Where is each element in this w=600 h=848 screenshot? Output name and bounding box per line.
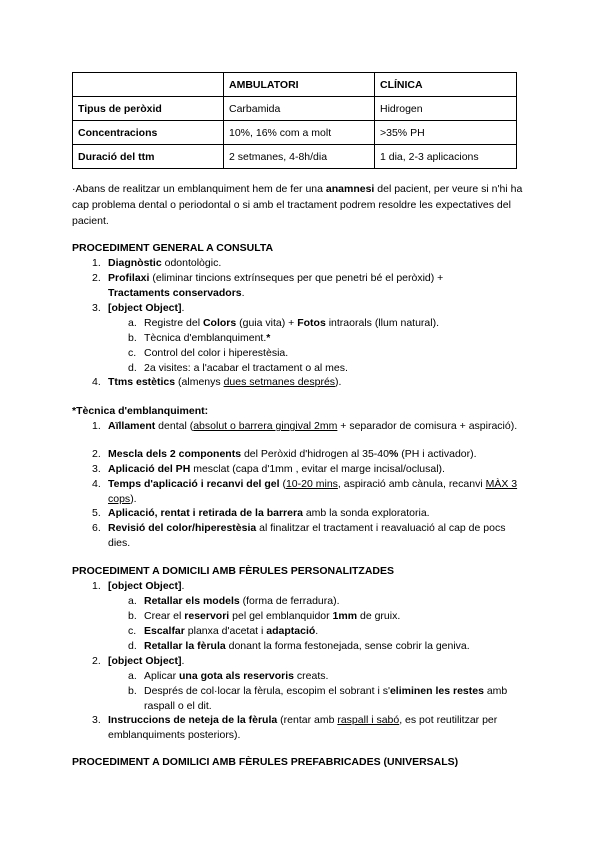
sub-list-item: d. 2a visites: a l'acabar el tractament o al mes. xyxy=(128,362,348,374)
list-item: 5. Aplicació, rentat i retirada de la barrera amb la sonda exploratoria. xyxy=(92,507,430,519)
table-cell: 1 dia, 2-3 aplicacions xyxy=(375,145,517,169)
table-row xyxy=(73,145,517,169)
section-heading: PROCEDIMENT GENERAL A CONSULTA xyxy=(72,242,274,254)
table-cell: 10%, 16% com a molt xyxy=(224,121,375,145)
sub-list-item: b. Després de col·locar la fèrula, escopim el sobrant i s'eliminen les restes amb raspall o el dit. xyxy=(128,685,508,712)
table-header-cell: AMBULATORI xyxy=(224,73,375,97)
list-item: 1. Diagnòstic odontològic. xyxy=(92,257,222,269)
table-cell: Carbamida xyxy=(224,97,375,121)
table-cell: >35% PH xyxy=(375,121,517,145)
technique-heading: *Tècnica d'emblanquiment: xyxy=(72,405,209,417)
sub-list-item: b. Tècnica d'emblanquiment.* xyxy=(128,332,271,344)
table-row-label: Concentracions xyxy=(73,121,224,145)
sub-list-item: b. Crear el reservori pel gel emblanquidor 1mm de gruix. xyxy=(128,610,401,622)
section-heading: PROCEDIMENT A DOMILICI AMB FÈRULES PREFABRICADES (UNIVERSALS) xyxy=(72,756,459,768)
sub-list-item: c. Control del color i hiperestèsia. xyxy=(128,347,289,359)
list-item: 2. [object Object]. xyxy=(92,655,185,667)
sub-list-item: a. Aplicar una gota als reservoris creats. xyxy=(128,670,329,682)
table-cell: 2 setmanes, 4-8h/dia xyxy=(224,145,375,169)
table-header-cell xyxy=(73,73,224,97)
comparison-table xyxy=(72,72,517,169)
list-item: 4. Ttms estètics (almenys dues setmanes després). xyxy=(92,376,342,388)
list-item: 2. Profilaxi (eliminar tincions extrínseques per que penetri bé el peròxid) + Tractaments conservadors. xyxy=(92,272,444,299)
table-header-row xyxy=(73,73,517,97)
sub-list-item: d. Retallar la fèrula donant la forma festonejada, sense cobrir la geniva. xyxy=(128,640,470,652)
list-item: 3. Aplicació del PH mesclat (capa d'1mm , evitar el marge incisal/oclusal). xyxy=(92,463,445,475)
section-heading: PROCEDIMENT A DOMICILI AMB FÈRULES PERSONALITZADES xyxy=(72,565,395,577)
list-item: 3. Instruccions de neteja de la fèrula (rentar amb raspall i sabó, es pot reutilitzar per emblanquiments posteriors). xyxy=(92,714,498,741)
list-item: 1. Aïllament dental (absolut o barrera gingival 2mm + separador de comisura + aspiració). xyxy=(92,420,518,432)
table-row-label: Tipus de peròxid xyxy=(73,97,224,121)
list-item: 6. Revisió del color/hiperestèsia al finalitzar el tractament i reavaluació al cap de pocs dies. xyxy=(92,522,506,549)
sub-list-item: a. Registre del Colors (guia vita) + Fotos intraorals (llum natural). xyxy=(128,317,439,329)
list-item: 1. [object Object]. xyxy=(92,580,185,592)
list-item: 4. Temps d'aplicació i recanvi del gel (10-20 mins, aspiració amb cànula, recanvi MÀX 3 cops). xyxy=(92,478,518,505)
table-row-label: Duració del ttm xyxy=(73,145,224,169)
table-header-cell: CLÍNICA xyxy=(375,73,517,97)
sub-list-item: c. Escalfar planxa d'acetat i adaptació. xyxy=(128,625,319,637)
intro-paragraph: ·Abans de realitzar un emblanquiment hem de fer una anamnesi del pacient, per veure si n'hi ha cap problema dental o periodontal o si amb el tractament podrem resoldre les expectatives del pacient. xyxy=(72,183,523,227)
sub-list-item: a. Retallar els models (forma de ferradura). xyxy=(128,595,340,607)
table-cell: Hidrogen xyxy=(375,97,517,121)
table-row xyxy=(73,121,517,145)
list-item: 2. Mescla dels 2 components del Peròxid d'hidrogen al 35-40% (PH i activador). xyxy=(92,448,477,460)
table-row xyxy=(73,97,517,121)
list-item: 3. [object Object]. xyxy=(92,302,185,314)
